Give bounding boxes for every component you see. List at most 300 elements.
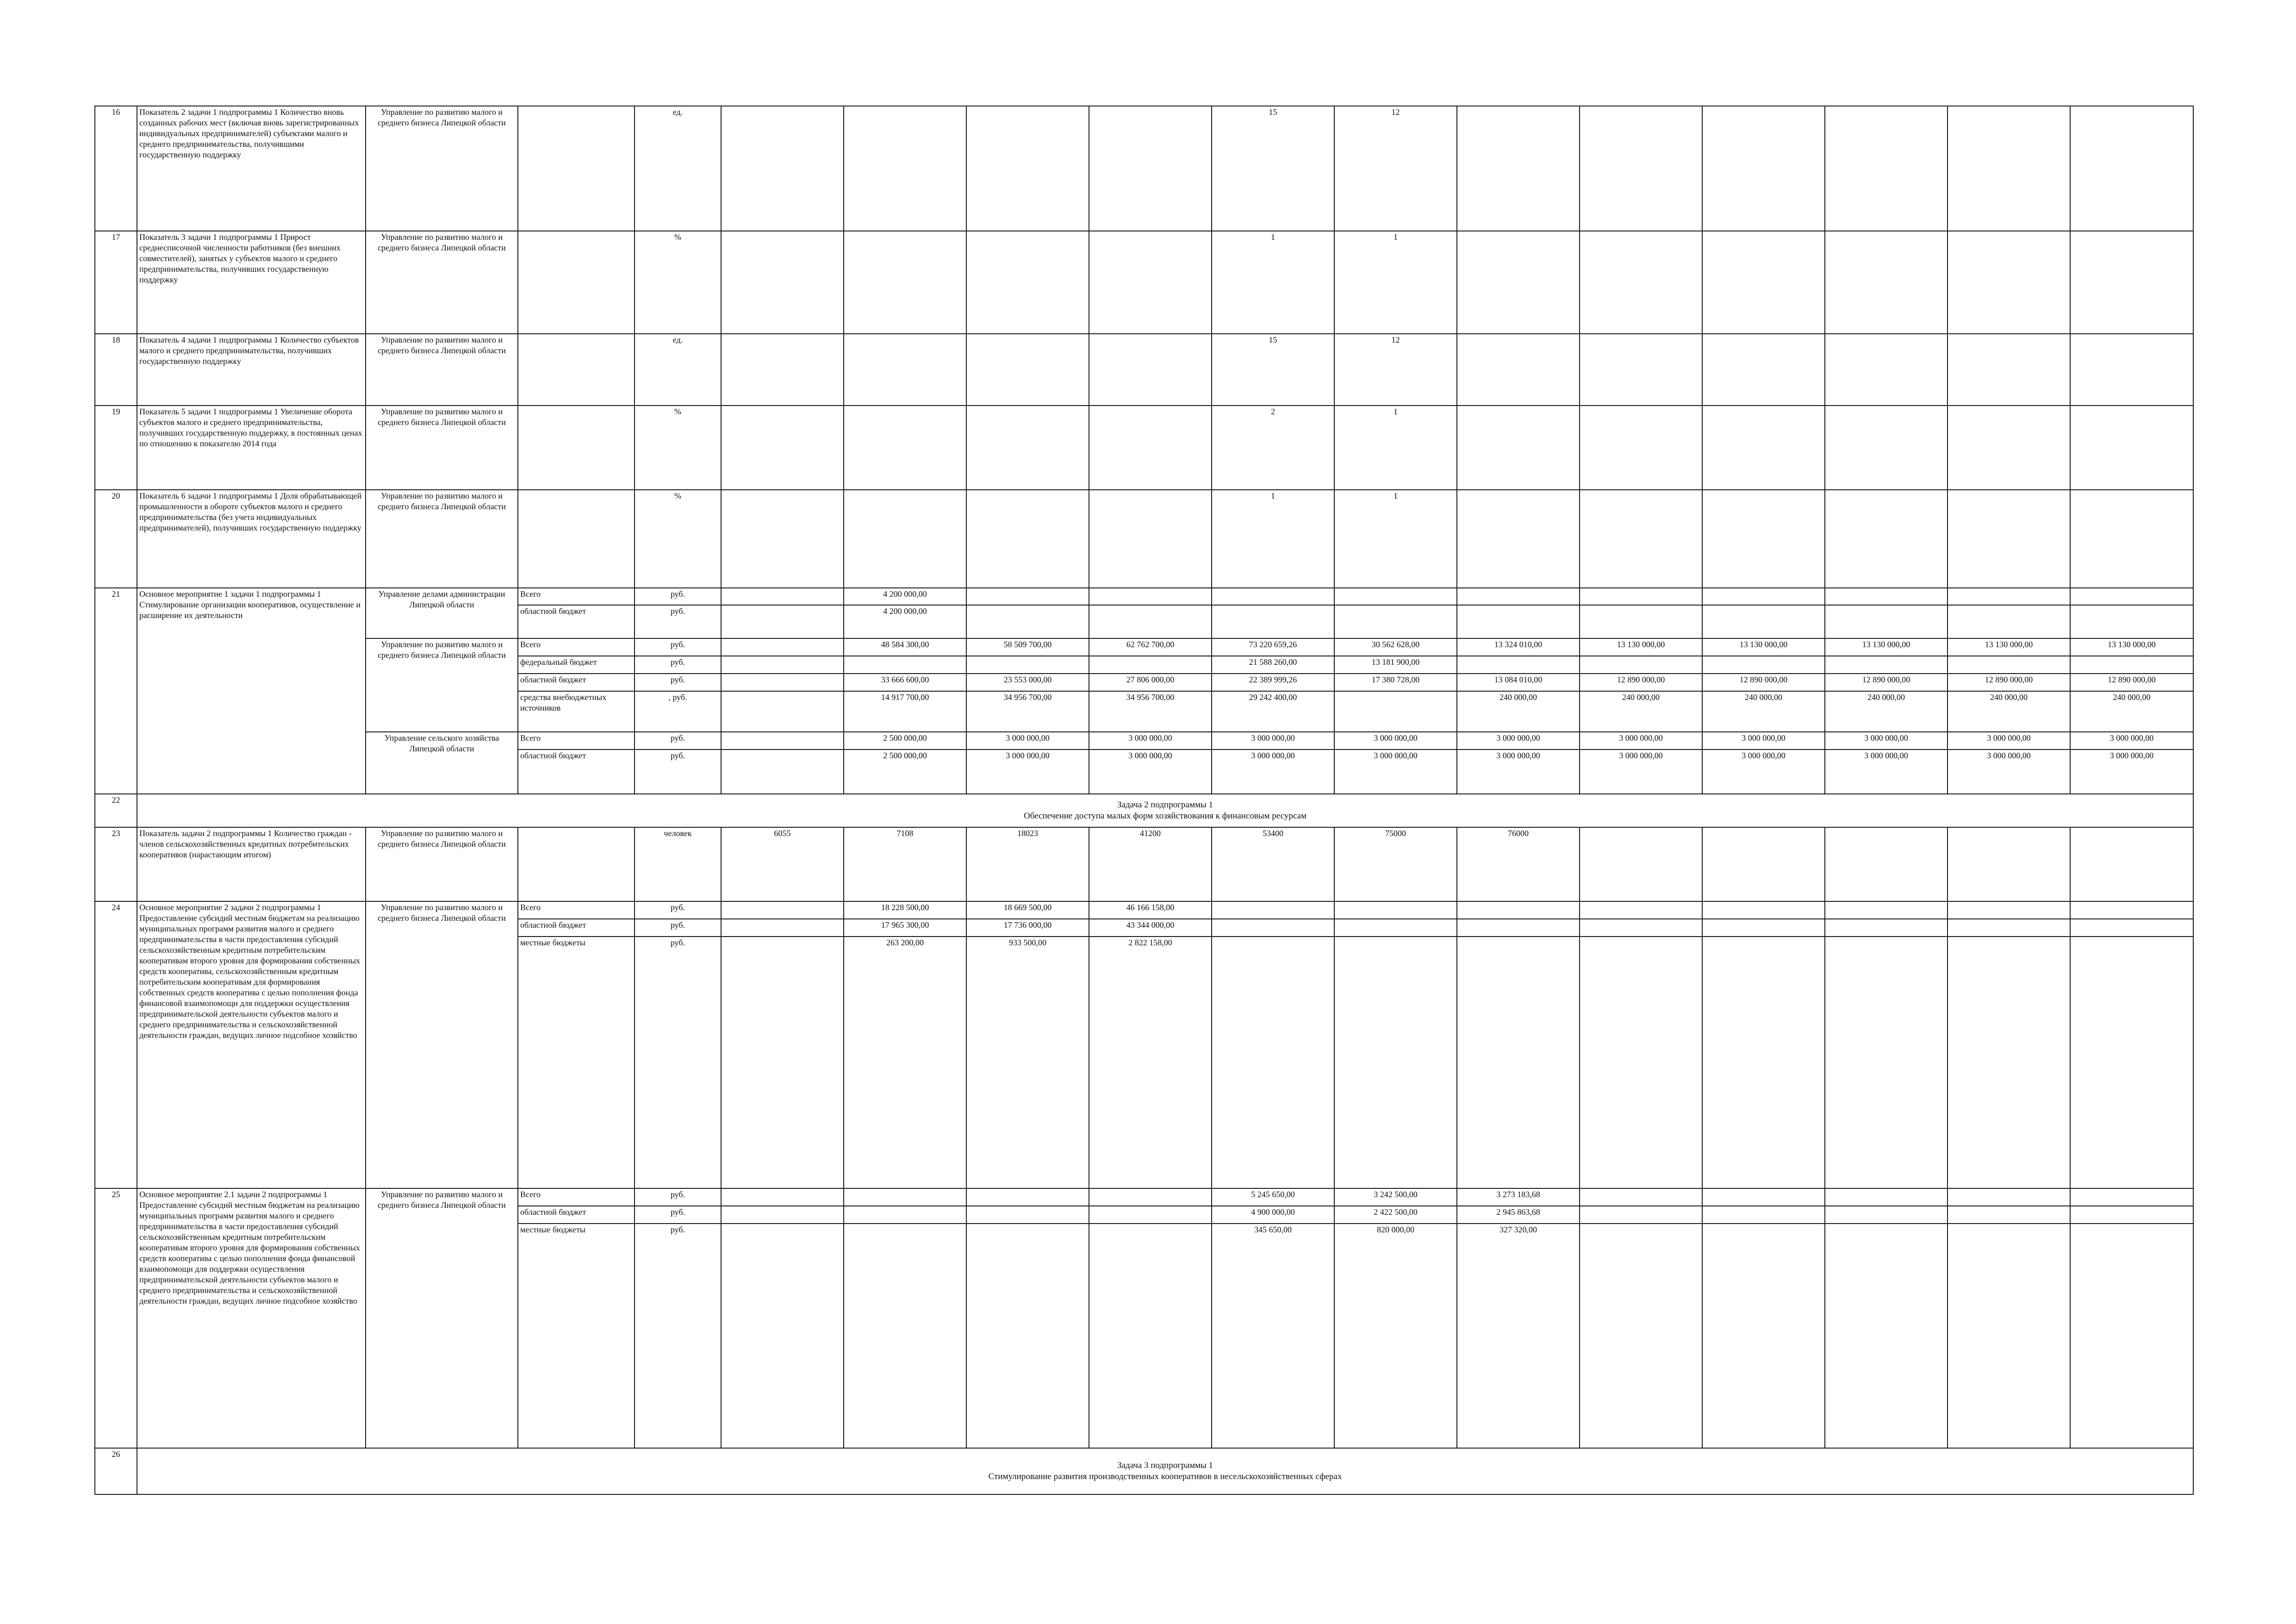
value-cell-4: 46 166 158,00 [1089, 901, 1212, 919]
value-cell-5: 15 [1212, 334, 1334, 406]
value-cell-11 [1948, 605, 2070, 638]
funding-source: средства внебюджетных источников [518, 691, 635, 732]
value-cell-2 [844, 334, 966, 406]
value-cell-2: 17 965 300,00 [844, 919, 966, 937]
value-cell-1 [721, 901, 844, 919]
value-cell-12 [2070, 1224, 2193, 1448]
indicator-row [95, 231, 2193, 334]
executor: Управление по развитию малого и среднего бизнеса Липецкой области [366, 231, 518, 334]
value-cell-3: 23 553 000,00 [966, 674, 1089, 691]
value-cell-10 [1825, 588, 1948, 605]
value-cell-4 [1089, 406, 1212, 490]
value-cell-10: 12 890 000,00 [1825, 674, 1948, 691]
value-cell-4 [1089, 490, 1212, 588]
value-cell-5: 15 [1212, 106, 1334, 231]
value-cell-12: 12 890 000,00 [2070, 674, 2193, 691]
unit-cell: руб. [635, 901, 721, 919]
value-cell-3 [966, 406, 1089, 490]
value-cell-5 [1212, 901, 1334, 919]
value-cell-12 [2070, 656, 2193, 674]
value-cell-11 [1948, 106, 2070, 231]
unit-cell: человек [635, 827, 721, 901]
value-cell-8 [1580, 1224, 1702, 1448]
indicator-row [95, 490, 2193, 588]
value-cell-10 [1825, 605, 1948, 638]
funding-source: Всего [518, 638, 635, 656]
value-cell-12 [2070, 827, 2193, 901]
executor: Управление по развитию малого и среднего бизнеса Липецкой области [366, 490, 518, 588]
value-cell-9 [1702, 827, 1825, 901]
unit-cell: ед. [635, 106, 721, 231]
value-cell-12 [2070, 605, 2193, 638]
value-cell-10 [1825, 1188, 1948, 1206]
value-cell-1 [721, 1206, 844, 1224]
value-cell-9 [1702, 231, 1825, 334]
value-cell-2 [844, 1188, 966, 1206]
value-cell-5: 3 000 000,00 [1212, 750, 1334, 794]
value-cell-6: 30 562 628,00 [1334, 638, 1457, 656]
funding-source: федеральный бюджет [518, 656, 635, 674]
row-number: 24 [95, 901, 137, 1188]
value-cell-1: 6055 [721, 827, 844, 901]
value-cell-8 [1580, 919, 1702, 937]
row-number: 20 [95, 490, 137, 588]
activity-name: Основное мероприятие 2.1 задачи 2 подпрограммы 1 Предоставление субсидий местным бюджетам на реализацию муниципальных программ развития малого и среднего предпринимательства в части предоставления субсидий сельскохозяйственным кредитным потребительским кооперативам второго уровня для формирования собственных средств кооператива с целью пополнения фонда финансовой взаимопомощи для поддержки осуществления предпринимательской деятельности субъектов малого и среднего предпринимательства и сельскохозяйственной деятельности граждан, ведущих личное подсобное хозяйство [137, 1188, 366, 1448]
value-cell-8 [1580, 605, 1702, 638]
activity-row [95, 588, 2193, 605]
activity-row [95, 732, 2193, 750]
value-cell-8 [1580, 406, 1702, 490]
value-cell-3: 34 956 700,00 [966, 691, 1089, 732]
value-cell-3: 3 000 000,00 [966, 750, 1089, 794]
value-cell-8 [1580, 1206, 1702, 1224]
value-cell-2 [844, 490, 966, 588]
row-number: 18 [95, 334, 137, 406]
value-cell-10 [1825, 334, 1948, 406]
executor: Управление делами администрации Липецкой области [366, 588, 518, 638]
funding-source: областной бюджет [518, 605, 635, 638]
executor: Управление по развитию малого и среднего бизнеса Липецкой области [366, 901, 518, 1188]
value-cell-5: 1 [1212, 231, 1334, 334]
value-cell-12 [2070, 490, 2193, 588]
value-cell-8 [1580, 490, 1702, 588]
value-cell-2: 18 228 500,00 [844, 901, 966, 919]
value-cell-1 [721, 674, 844, 691]
value-cell-10: 3 000 000,00 [1825, 732, 1948, 750]
value-cell-3 [966, 106, 1089, 231]
value-cell-3: 18 669 500,00 [966, 901, 1089, 919]
value-cell-3 [966, 231, 1089, 334]
value-cell-9: 12 890 000,00 [1702, 674, 1825, 691]
value-cell-1 [721, 638, 844, 656]
unit-cell: руб. [635, 937, 721, 1188]
value-cell-11 [1948, 1188, 2070, 1206]
unit-cell: руб. [635, 1224, 721, 1448]
value-cell-8 [1580, 231, 1702, 334]
executor: Управление по развитию малого и среднего бизнеса Липецкой области [366, 406, 518, 490]
value-cell-3: 3 000 000,00 [966, 732, 1089, 750]
source-cell [518, 406, 635, 490]
value-cell-10: 240 000,00 [1825, 691, 1948, 732]
source-cell [518, 827, 635, 901]
unit-cell: % [635, 490, 721, 588]
unit-cell: руб. [635, 674, 721, 691]
value-cell-10 [1825, 1206, 1948, 1224]
value-cell-6: 17 380 728,00 [1334, 674, 1457, 691]
value-cell-8 [1580, 937, 1702, 1188]
value-cell-9 [1702, 919, 1825, 937]
value-cell-11 [1948, 901, 2070, 919]
value-cell-2: 33 666 600,00 [844, 674, 966, 691]
value-cell-2: 4 200 000,00 [844, 588, 966, 605]
value-cell-2: 4 200 000,00 [844, 605, 966, 638]
value-cell-4 [1089, 1206, 1212, 1224]
value-cell-6 [1334, 588, 1457, 605]
value-cell-7 [1457, 231, 1580, 334]
task-row [95, 1448, 2193, 1494]
value-cell-11 [1948, 406, 2070, 490]
value-cell-6: 12 [1334, 334, 1457, 406]
executor: Управление сельского хозяйства Липецкой области [366, 732, 518, 794]
value-cell-12 [2070, 901, 2193, 919]
value-cell-4 [1089, 1188, 1212, 1206]
value-cell-10: 13 130 000,00 [1825, 638, 1948, 656]
value-cell-1 [721, 106, 844, 231]
unit-cell: руб. [635, 750, 721, 794]
value-cell-5 [1212, 919, 1334, 937]
value-cell-8: 13 130 000,00 [1580, 638, 1702, 656]
value-cell-6: 2 422 500,00 [1334, 1206, 1457, 1224]
value-cell-5 [1212, 937, 1334, 1188]
value-cell-5: 1 [1212, 490, 1334, 588]
value-cell-10 [1825, 106, 1948, 231]
funding-source: местные бюджеты [518, 937, 635, 1188]
value-cell-11 [1948, 656, 2070, 674]
value-cell-4 [1089, 231, 1212, 334]
unit-cell: руб. [635, 638, 721, 656]
value-cell-9: 240 000,00 [1702, 691, 1825, 732]
value-cell-1 [721, 605, 844, 638]
value-cell-10 [1825, 919, 1948, 937]
row-number: 16 [95, 106, 137, 231]
value-cell-10 [1825, 901, 1948, 919]
value-cell-7 [1457, 937, 1580, 1188]
value-cell-1 [721, 406, 844, 490]
value-cell-5 [1212, 588, 1334, 605]
value-cell-9 [1702, 937, 1825, 1188]
value-cell-12 [2070, 1206, 2193, 1224]
value-cell-12 [2070, 1188, 2193, 1206]
funding-source: областной бюджет [518, 674, 635, 691]
value-cell-3 [966, 490, 1089, 588]
value-cell-9 [1702, 106, 1825, 231]
value-cell-9 [1702, 406, 1825, 490]
value-cell-3 [966, 588, 1089, 605]
value-cell-2 [844, 1224, 966, 1448]
indicator-name: Показатель задачи 2 подпрограммы 1 Количество граждан - членов сельскохозяйственных кредитных потребительских кооперативов (нарастающим итогом) [137, 827, 366, 901]
value-cell-3 [966, 656, 1089, 674]
value-cell-10: 3 000 000,00 [1825, 750, 1948, 794]
value-cell-5: 22 389 999,26 [1212, 674, 1334, 691]
value-cell-1 [721, 937, 844, 1188]
value-cell-8 [1580, 656, 1702, 674]
value-cell-7 [1457, 901, 1580, 919]
value-cell-1 [721, 490, 844, 588]
funding-source: областной бюджет [518, 919, 635, 937]
funding-source: Всего [518, 732, 635, 750]
value-cell-7 [1457, 919, 1580, 937]
value-cell-6: 3 242 500,00 [1334, 1188, 1457, 1206]
value-cell-2: 2 500 000,00 [844, 750, 966, 794]
value-cell-4: 27 806 000,00 [1089, 674, 1212, 691]
source-cell [518, 334, 635, 406]
value-cell-12 [2070, 231, 2193, 334]
funding-source: местные бюджеты [518, 1224, 635, 1448]
value-cell-11 [1948, 1206, 2070, 1224]
value-cell-1 [721, 732, 844, 750]
value-cell-10 [1825, 656, 1948, 674]
value-cell-3: 18023 [966, 827, 1089, 901]
executor: Управление по развитию малого и среднего бизнеса Липецкой области [366, 827, 518, 901]
value-cell-3: 17 736 000,00 [966, 919, 1089, 937]
document-sheet [94, 106, 2190, 1513]
indicator-name: Показатель 6 задачи 1 подпрограммы 1 Доля обрабатывающей промышленности в обороте субъектов малого и среднего предпринимательства (без учета индивидуальных предпринимателей), получивших государственную поддержку [137, 490, 366, 588]
row-number: 19 [95, 406, 137, 490]
value-cell-6: 1 [1334, 490, 1457, 588]
value-cell-12 [2070, 937, 2193, 1188]
value-cell-3 [966, 1224, 1089, 1448]
value-cell-6: 13 181 900,00 [1334, 656, 1457, 674]
unit-cell: руб. [635, 1188, 721, 1206]
value-cell-7 [1457, 605, 1580, 638]
value-cell-4 [1089, 334, 1212, 406]
value-cell-4 [1089, 605, 1212, 638]
value-cell-7 [1457, 656, 1580, 674]
value-cell-12: 240 000,00 [2070, 691, 2193, 732]
funding-source: Всего [518, 1188, 635, 1206]
source-cell [518, 490, 635, 588]
value-cell-6: 75000 [1334, 827, 1457, 901]
unit-cell: руб. [635, 605, 721, 638]
value-cell-12 [2070, 334, 2193, 406]
value-cell-5: 4 900 000,00 [1212, 1206, 1334, 1224]
row-number: 26 [95, 1448, 137, 1494]
value-cell-11 [1948, 588, 2070, 605]
value-cell-2 [844, 106, 966, 231]
value-cell-8 [1580, 106, 1702, 231]
value-cell-4: 62 762 700,00 [1089, 638, 1212, 656]
executor: Управление по развитию малого и среднего бизнеса Липецкой области [366, 638, 518, 732]
value-cell-11: 3 000 000,00 [1948, 750, 2070, 794]
indicator-name: Показатель 4 задачи 1 подпрограммы 1 Количество субъектов малого и среднего предпринимательства, получивших государственную поддержку [137, 334, 366, 406]
value-cell-9 [1702, 490, 1825, 588]
task-title [137, 794, 2193, 827]
value-cell-5: 345 650,00 [1212, 1224, 1334, 1448]
value-cell-7 [1457, 106, 1580, 231]
value-cell-8: 3 000 000,00 [1580, 750, 1702, 794]
value-cell-1 [721, 919, 844, 937]
value-cell-10 [1825, 406, 1948, 490]
activity-row [95, 901, 2193, 919]
value-cell-5: 53400 [1212, 827, 1334, 901]
value-cell-2 [844, 231, 966, 334]
value-cell-6: 3 000 000,00 [1334, 732, 1457, 750]
value-cell-4: 34 956 700,00 [1089, 691, 1212, 732]
indicator-row [95, 334, 2193, 406]
value-cell-9: 3 000 000,00 [1702, 750, 1825, 794]
value-cell-8 [1580, 1188, 1702, 1206]
value-cell-6: 1 [1334, 406, 1457, 490]
value-cell-5: 73 220 659,26 [1212, 638, 1334, 656]
value-cell-2: 2 500 000,00 [844, 732, 966, 750]
value-cell-10 [1825, 231, 1948, 334]
unit-cell: руб. [635, 732, 721, 750]
value-cell-11 [1948, 334, 2070, 406]
value-cell-9 [1702, 334, 1825, 406]
task-title [137, 1448, 2193, 1494]
value-cell-11: 240 000,00 [1948, 691, 2070, 732]
activity-row [95, 1188, 2193, 1206]
value-cell-6: 12 [1334, 106, 1457, 231]
indicator-name: Показатель 5 задачи 1 подпрограммы 1 Увеличение оборота субъектов малого и среднего предпринимательства, получивших государственную поддержку, в постоянных ценах по отношению к показателю 2014 года [137, 406, 366, 490]
value-cell-6 [1334, 605, 1457, 638]
value-cell-7: 3 273 183,68 [1457, 1188, 1580, 1206]
value-cell-7: 13 324 010,00 [1457, 638, 1580, 656]
value-cell-12: 3 000 000,00 [2070, 750, 2193, 794]
value-cell-2 [844, 406, 966, 490]
value-cell-12: 3 000 000,00 [2070, 732, 2193, 750]
value-cell-7: 3 000 000,00 [1457, 750, 1580, 794]
value-cell-7: 76000 [1457, 827, 1580, 901]
value-cell-2: 48 584 300,00 [844, 638, 966, 656]
value-cell-7: 240 000,00 [1457, 691, 1580, 732]
value-cell-2 [844, 1206, 966, 1224]
value-cell-8: 240 000,00 [1580, 691, 1702, 732]
value-cell-11: 3 000 000,00 [1948, 732, 2070, 750]
value-cell-11 [1948, 1224, 2070, 1448]
task-description: Обеспечение доступа малых форм хозяйствования к финансовым ресурсам [1023, 811, 1307, 821]
value-cell-6 [1334, 937, 1457, 1188]
value-cell-11: 13 130 000,00 [1948, 638, 2070, 656]
value-cell-11 [1948, 231, 2070, 334]
value-cell-7 [1457, 334, 1580, 406]
value-cell-8: 12 890 000,00 [1580, 674, 1702, 691]
value-cell-4: 2 822 158,00 [1089, 937, 1212, 1188]
value-cell-1 [721, 588, 844, 605]
value-cell-8: 3 000 000,00 [1580, 732, 1702, 750]
task-row [95, 794, 2193, 827]
value-cell-7: 2 945 863,68 [1457, 1206, 1580, 1224]
unit-cell: , руб. [635, 691, 721, 732]
value-cell-3 [966, 1206, 1089, 1224]
value-cell-5: 21 588 260,00 [1212, 656, 1334, 674]
value-cell-6 [1334, 901, 1457, 919]
value-cell-10 [1825, 490, 1948, 588]
value-cell-1 [721, 691, 844, 732]
indicator-row [95, 106, 2193, 231]
value-cell-4 [1089, 656, 1212, 674]
value-cell-12 [2070, 588, 2193, 605]
value-cell-8 [1580, 334, 1702, 406]
value-cell-6: 1 [1334, 231, 1457, 334]
unit-cell: руб. [635, 656, 721, 674]
value-cell-3 [966, 1188, 1089, 1206]
value-cell-11 [1948, 919, 2070, 937]
row-number: 22 [95, 794, 137, 827]
value-cell-1 [721, 656, 844, 674]
value-cell-4 [1089, 1224, 1212, 1448]
row-number: 17 [95, 231, 137, 334]
funding-source: областной бюджет [518, 1206, 635, 1224]
value-cell-9 [1702, 656, 1825, 674]
value-cell-1 [721, 231, 844, 334]
unit-cell: руб. [635, 1206, 721, 1224]
value-cell-7: 13 084 010,00 [1457, 674, 1580, 691]
value-cell-8 [1580, 901, 1702, 919]
value-cell-11 [1948, 490, 2070, 588]
source-cell [518, 106, 635, 231]
value-cell-3: 58 509 700,00 [966, 638, 1089, 656]
program-indicators-table [94, 106, 2194, 1495]
value-cell-12 [2070, 406, 2193, 490]
row-number: 23 [95, 827, 137, 901]
value-cell-3: 933 500,00 [966, 937, 1089, 1188]
value-cell-2: 7108 [844, 827, 966, 901]
value-cell-5: 5 245 650,00 [1212, 1188, 1334, 1206]
value-cell-9 [1702, 1224, 1825, 1448]
value-cell-4: 43 344 000,00 [1089, 919, 1212, 937]
indicator-name: Показатель 3 задачи 1 подпрограммы 1 Прирост среднесписочной численности работников (без внешних совместителей), занятых у субъектов малого и среднего предпринимательства, получивших государственную поддержку [137, 231, 366, 334]
value-cell-5: 29 242 400,00 [1212, 691, 1334, 732]
task-heading: Задача 2 подпрограммы 1 [1117, 800, 1213, 810]
value-cell-4 [1089, 106, 1212, 231]
value-cell-11 [1948, 937, 2070, 1188]
value-cell-9 [1702, 605, 1825, 638]
activity-row [95, 638, 2193, 656]
value-cell-9 [1702, 588, 1825, 605]
value-cell-12: 13 130 000,00 [2070, 638, 2193, 656]
unit-cell: ед. [635, 334, 721, 406]
unit-cell: руб. [635, 588, 721, 605]
value-cell-9 [1702, 1206, 1825, 1224]
value-cell-1 [721, 1188, 844, 1206]
funding-source: областной бюджет [518, 750, 635, 794]
row-number: 21 [95, 588, 137, 794]
value-cell-12 [2070, 106, 2193, 231]
value-cell-8 [1580, 827, 1702, 901]
value-cell-1 [721, 750, 844, 794]
value-cell-7 [1457, 588, 1580, 605]
value-cell-4 [1089, 588, 1212, 605]
value-cell-9: 13 130 000,00 [1702, 638, 1825, 656]
task-heading: Задача 3 подпрограммы 1 [1117, 1461, 1213, 1470]
activity-name: Основное мероприятие 2 задачи 2 подпрограммы 1 Предоставление субсидий местным бюджетам на реализацию муниципальных программ развития малого и среднего предпринимательства в части предоставления субсидий сельскохозяйственным кредитным потребительским кооперативам второго уровня для формирования собственных средств кооператива, сельскохозяйственным кредитным потребительским кооперативам для формирования собственных средств кооператива с целью пополнения фонда финансовой взаимопомощи для поддержки осуществления предпринимательской деятельности субъектов малого и среднего предпринимательства и сельскохозяйственной деятельности граждан, ведущих личное подсобное хозяйство [137, 901, 366, 1188]
value-cell-3 [966, 605, 1089, 638]
executor: Управление по развитию малого и среднего бизнеса Липецкой области [366, 1188, 518, 1448]
value-cell-5: 3 000 000,00 [1212, 732, 1334, 750]
value-cell-4: 3 000 000,00 [1089, 732, 1212, 750]
value-cell-5 [1212, 605, 1334, 638]
value-cell-12 [2070, 919, 2193, 937]
value-cell-6: 820 000,00 [1334, 1224, 1457, 1448]
value-cell-9 [1702, 901, 1825, 919]
indicator-row [95, 406, 2193, 490]
value-cell-7 [1457, 406, 1580, 490]
funding-source: Всего [518, 588, 635, 605]
value-cell-11 [1948, 827, 2070, 901]
indicator-row [95, 827, 2193, 901]
value-cell-2: 263 200,00 [844, 937, 966, 1188]
